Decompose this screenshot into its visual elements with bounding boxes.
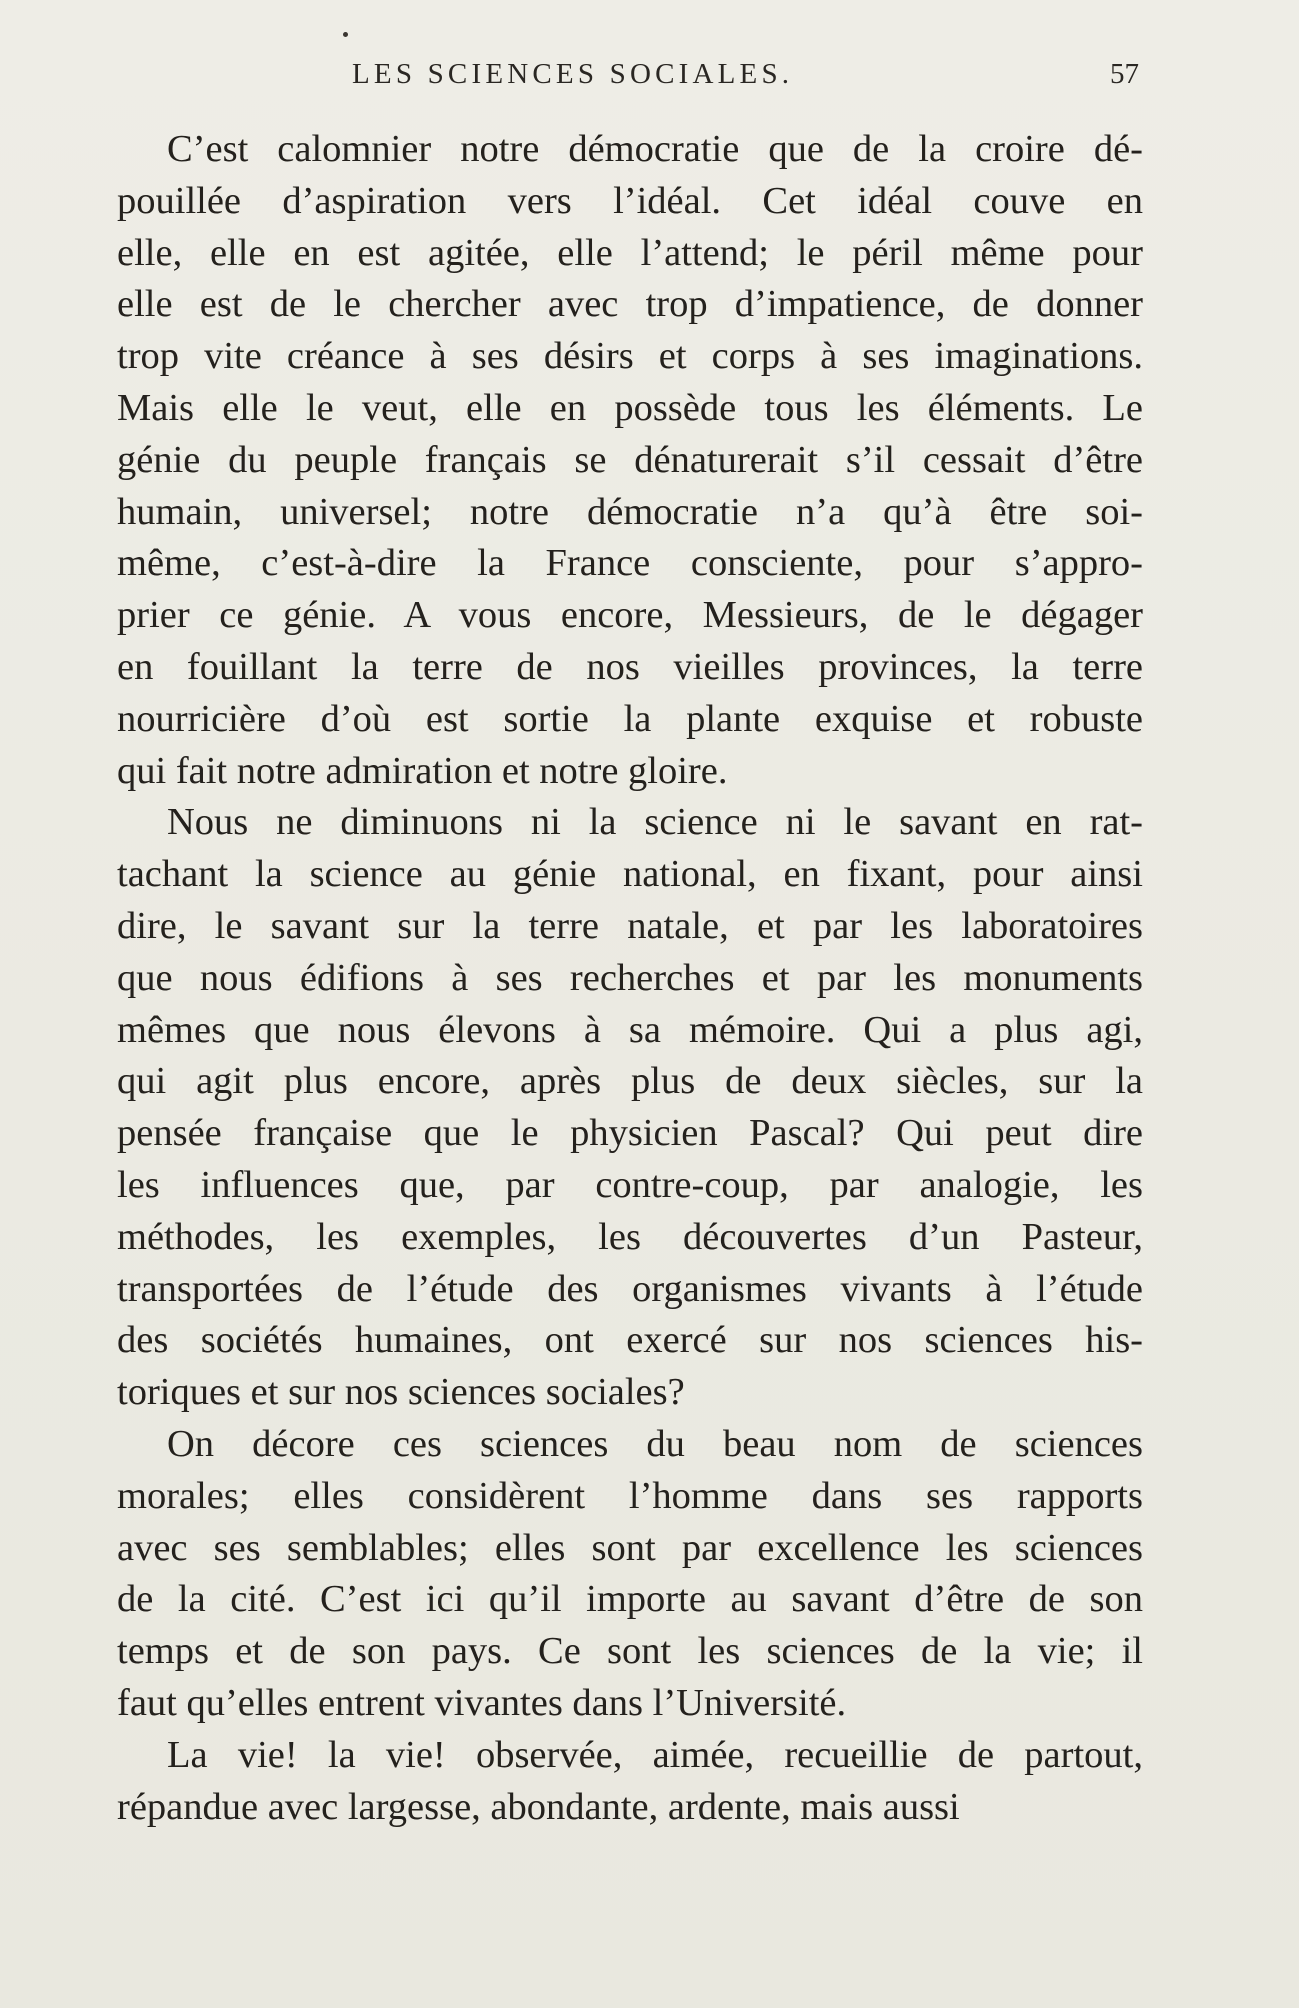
text-line: avec ses semblables; elles sont par excellence les sciences [117, 1526, 1143, 1569]
text-line: même, c’est-à-dire la France consciente, pour s’appro- [117, 542, 1143, 585]
paragraph [67, 797, 1143, 1419]
text-line: mêmes que nous élevons à sa mémoire. Qui a plus agi, [117, 1008, 1143, 1051]
text-line: Mais elle le veut, elle en possède tous les éléments. Le [117, 386, 1143, 429]
body-text [67, 124, 1143, 1833]
text-line: en fouillant la terre de nos vieilles provinces, la terre [117, 645, 1143, 688]
text-line: transportées de l’étude des organismes vivants à l’étude [117, 1267, 1143, 1310]
text-line: toriques et sur nos sciences sociales? [117, 1371, 685, 1414]
text-line: humain, universel; notre démocratie n’a qu’à être soi- [117, 490, 1143, 533]
text-line: dire, le savant sur la terre natale, et par les laboratoires [117, 904, 1143, 947]
text-line: génie du peuple français se dénaturerait s’il cessait d’être [117, 438, 1143, 481]
text-line: des sociétés humaines, ont exercé sur nos sciences his- [117, 1319, 1143, 1362]
paragraph [67, 1730, 1143, 1834]
text-line: temps et de son pays. Ce sont les sciences de la vie; il [117, 1630, 1143, 1673]
text-line: tachant la science au génie national, en fixant, pour ainsi [117, 853, 1143, 896]
text-line: elle est de le chercher avec trop d’impatience, de donner [117, 283, 1143, 326]
text-line: répandue avec largesse, abondante, ardente, mais aussi [117, 1785, 960, 1828]
text-line: morales; elles considèrent l’homme dans ses rapports [117, 1474, 1143, 1517]
text-line: pensée française que le physicien Pascal? Qui peut dire [117, 1112, 1143, 1155]
paragraph [67, 124, 1143, 797]
text-line: elle, elle en est agitée, elle l’attend; le péril même pour [117, 231, 1143, 274]
text-line: trop vite créance à ses désirs et corps à ses imaginations. [117, 335, 1143, 378]
running-head [0, 58, 1299, 98]
text-line: pouillée d’aspiration vers l’idéal. Cet idéal couve en [117, 179, 1143, 222]
text-line: qui agit plus encore, après plus de deux siècles, sur la [117, 1060, 1143, 1103]
text-line: faut qu’elles entrent vivantes dans l’Université. [117, 1681, 847, 1724]
running-head-title: LES SCIENCES SOCIALES. [352, 58, 794, 90]
text-line: Nous ne diminuons ni la science ni le savant en rat- [167, 801, 1143, 844]
text-line: prier ce génie. A vous encore, Messieurs, de le dégager [117, 594, 1143, 637]
text-line: On décore ces sciences du beau nom de sciences [167, 1422, 1143, 1465]
text-line: La vie! la vie! observée, aimée, recueillie de partout, [167, 1733, 1143, 1776]
text-line: méthodes, les exemples, les découvertes d’un Pasteur, [117, 1215, 1143, 1258]
print-speck [343, 32, 348, 37]
text-line: de la cité. C’est ici qu’il importe au savant d’être de son [117, 1578, 1143, 1621]
text-line: nourricière d’où est sortie la plante exquise et robuste [117, 697, 1143, 740]
paragraph [67, 1419, 1143, 1730]
text-line: qui fait notre admiration et notre gloire. [117, 749, 728, 792]
page-number: 57 [1110, 58, 1139, 90]
text-line: C’est calomnier notre démocratie que de la croire dé- [167, 128, 1143, 170]
text-line: les influences que, par contre-coup, par analogie, les [117, 1163, 1143, 1206]
text-line: que nous édifions à ses recherches et par les monuments [117, 956, 1143, 999]
